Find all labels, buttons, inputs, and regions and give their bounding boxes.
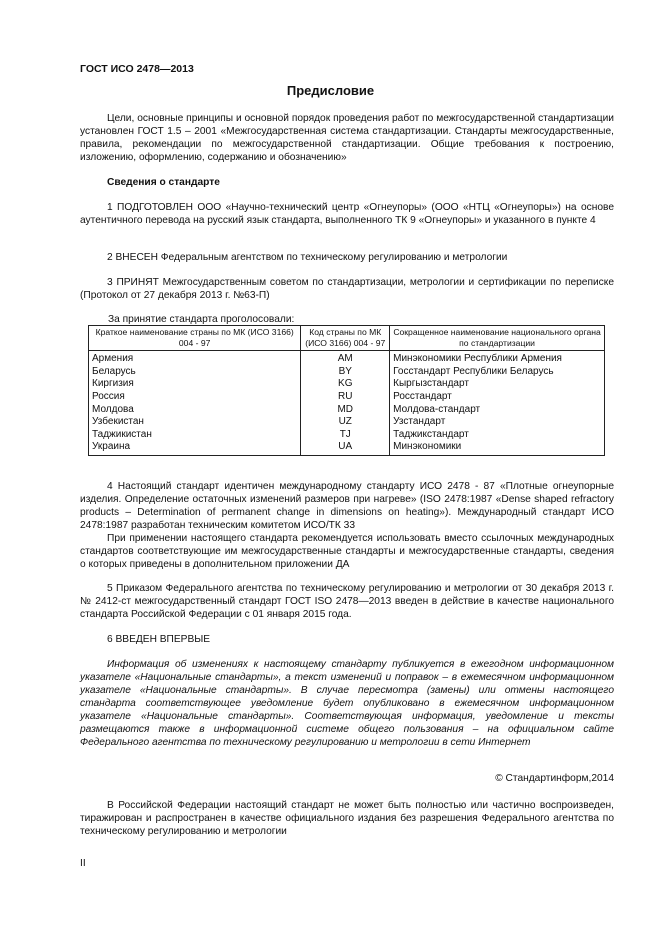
- document-code-header: ГОСТ ИСО 2478—2013: [80, 63, 194, 75]
- country-code: UZ: [301, 416, 390, 429]
- vote-label: За принятие стандарта проголосовали:: [108, 314, 295, 325]
- intro-paragraph: Цели, основные принципы и основной порядок проведения работ по межгосударственной стандартизации установлен ГОСТ 1.5 – 2001 «Межгосударственная система стандартизации. Стандарты межгосударственные, правила, рекомендации по межгосударственной стандартизации. Общие требования к построению, изложению, оформлению, содержанию и обозначению»: [80, 113, 614, 163]
- column-header-code: Код страны по МК (ИСО 3166) 004 - 97: [301, 326, 390, 351]
- table-row: [89, 404, 605, 417]
- item-4-note: При применении настоящего стандарта рекомендуется использовать вместо ссылочных международных стандартов соответствующие им межгосударственные стандарты и межгосударственные стандарты, сведения о которых приведены в дополнительном приложении ДА: [80, 533, 614, 570]
- country-name: Киргизия: [89, 378, 301, 391]
- standards-body: Кыргызстандарт: [390, 378, 605, 391]
- table-row: [89, 416, 605, 429]
- country-name: Таджикистан: [89, 429, 301, 442]
- country-code: KG: [301, 378, 390, 391]
- table-header-row: [89, 326, 605, 351]
- table-row: [89, 391, 605, 404]
- voting-countries-table: [88, 325, 605, 456]
- table-row: [89, 441, 605, 455]
- country-code: TJ: [301, 429, 390, 442]
- standards-body: Минэкономики: [390, 441, 605, 455]
- country-code: RU: [301, 391, 390, 404]
- item-6-first-introduced: 6 ВВЕДЕН ВПЕРВЫЕ: [107, 634, 211, 645]
- standards-body: Минэкономики Республики Армения: [390, 351, 605, 366]
- standards-body: Молдова-стандарт: [390, 404, 605, 417]
- copyright-notice: © Стандартинформ,2014: [495, 773, 614, 784]
- country-name: Россия: [89, 391, 301, 404]
- page-title: Предисловие: [286, 83, 375, 98]
- item-1-prepared: 1 ПОДГОТОВЛЕН ООО «Научно-технический центр «Огнеупоры» (ООО «НТЦ «Огнеупоры») на основе аутентичного перевода на русский язык стандарта, выполненного ТК 9 «Огнеупоры» и указанного в пункте 4: [80, 202, 614, 226]
- table-row: [89, 366, 605, 379]
- standards-body: Таджикстандарт: [390, 429, 605, 442]
- column-header-standards-body: Сокращенное наименование национального органа по стандартизации: [390, 326, 605, 351]
- item-3-adopted: 3 ПРИНЯТ Межгосударственным советом по стандартизации, метрологии и сертификации по переписке (Протокол от 27 декабря 2013 г. №63-П): [80, 277, 614, 301]
- table-row: [89, 429, 605, 442]
- country-name: Молдова: [89, 404, 301, 417]
- table-row: [89, 351, 605, 366]
- item-2-introduced: 2 ВНЕСЕН Федеральным агентством по техническому регулированию и метрологии: [107, 252, 508, 263]
- country-code: BY: [301, 366, 390, 379]
- standards-body: Узстандарт: [390, 416, 605, 429]
- column-header-country: Краткое наименование страны по МК (ИСО 3166) 004 - 97: [89, 326, 301, 351]
- country-code: UA: [301, 441, 390, 455]
- changes-information-paragraph: Информация об изменениях к настоящему стандарту публикуется в ежегодном информационном указателе «Национальные стандарты», а текст изменений и поправок – в ежемесячном информационном указателе «Национальные стандарты». В случае пересмотра (замены) или отмены настоящего стандарта соответствующее уведомление будет опубликовано в ежемесячном информационном указателе «Национальные стандарты». Соответствующая информация, уведомление и тексты размещаются также в информационной системе общего пользования – на официальном сайте Федерального агентства по техническому регулированию и метрологии в сети Интернет: [80, 659, 614, 748]
- reproduction-restriction-paragraph: В Российской Федерации настоящий стандарт не может быть полностью или частично воспроизведен, тиражирован и распространен в качестве официального издания без разрешения Федерального агентства по техническому регулированию и метрологии: [80, 800, 614, 837]
- table-row: [89, 378, 605, 391]
- country-name: Армения: [89, 351, 301, 366]
- country-code: AM: [301, 351, 390, 366]
- item-4-identical-standard: 4 Настоящий стандарт идентичен международному стандарту ИСО 2478 - 87 «Плотные огнеупорные изделия. Определение остаточных изменений размеров при нагреве» (ISO 2478:1987 «Dense shaped refractory products – Determination of permanent change in dimensions on heating»). Международный стандарт ИСО 2478:1987 разработан техническим комитетом ИСО/ТК 33: [80, 481, 614, 531]
- page-number: II: [80, 858, 86, 869]
- info-heading: Сведения о стандарте: [107, 177, 220, 188]
- country-name: Беларусь: [89, 366, 301, 379]
- standards-body: Росстандарт: [390, 391, 605, 404]
- item-5-order: 5 Приказом Федерального агентства по техническому регулированию и метрологии от 30 декабря 2013 г. № 2412-ст межгосударственный стандарт ГОСТ ISO 2478—2013 введен в действие в качестве национального стандарта Российской Федерации с 01 января 2015 года.: [80, 583, 614, 620]
- country-name: Украина: [89, 441, 301, 455]
- country-name: Узбекистан: [89, 416, 301, 429]
- standards-body: Госстандарт Республики Беларусь: [390, 366, 605, 379]
- country-code: MD: [301, 404, 390, 417]
